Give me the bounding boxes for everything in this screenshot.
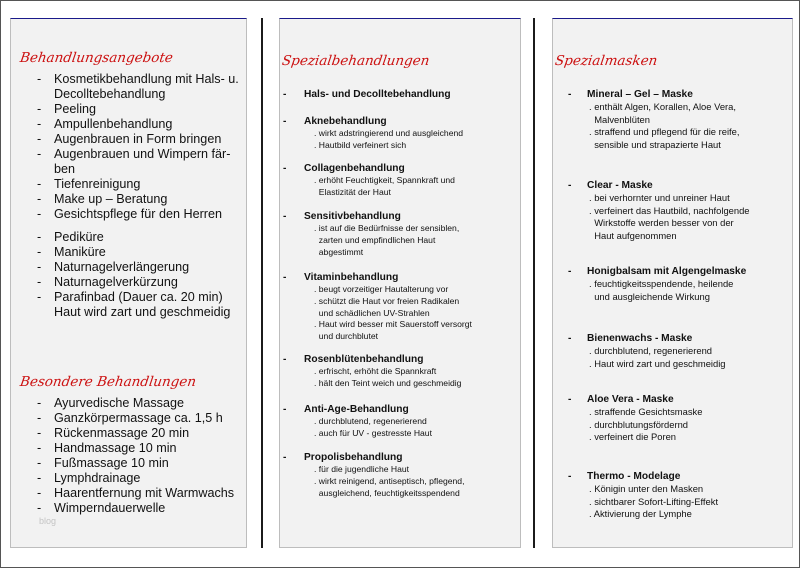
- treatment-description: . für die jugendliche Haut . wirkt reinigend, antiseptisch, pflegend, ausgleichend, feuchtigkeitsspendend: [314, 464, 465, 498]
- bullet-dash: -: [37, 275, 42, 289]
- list-item: [37, 426, 247, 441]
- treatment-title-text: Propolisbehandlung: [304, 452, 403, 463]
- treatment-title: [280, 115, 520, 128]
- treatment-description: . durchblutend, regenerierend . auch für UV - gestresste Haut: [314, 416, 432, 438]
- bullet-dash: -: [283, 211, 287, 222]
- column-divider-1: [261, 18, 263, 548]
- treatment-title-text: Collagenbehandlung: [304, 163, 405, 174]
- list-item: [37, 102, 247, 117]
- mask-title-text: Mineral – Gel – Maske: [587, 89, 693, 100]
- column-divider-2: [533, 18, 535, 548]
- mask-title-text: Thermo - Modelage: [587, 471, 681, 482]
- mask-description: . feuchtigkeitsspendende, heilende und ausgleichende Wirkung: [589, 278, 734, 302]
- treatment-title: [280, 451, 520, 464]
- list-item-text: Handmassage 10 min: [54, 441, 177, 455]
- list-item-text: Wimperndauerwelle: [54, 501, 166, 515]
- mask-section: [553, 88, 792, 151]
- mask-title-text: Aloe Vera - Maske: [587, 394, 674, 405]
- bullet-dash: -: [283, 354, 287, 365]
- treatment-section: [280, 88, 520, 101]
- list-item-text: Augenbrauen und Wimpern fär-: [54, 147, 231, 161]
- treatment-title: [280, 403, 520, 416]
- mask-title-text: Bienenwachs - Maske: [587, 333, 693, 344]
- mask-description: . Königin unter den Masken . sichtbarer Sofort-Lifting-Effekt . Aktivierung der Lymphe: [589, 483, 719, 519]
- treatment-title-text: Hals- und Decolltebehandlung: [304, 89, 451, 100]
- list-item: [37, 87, 247, 102]
- mask-description: . straffende Gesichtsmaske . durchblutungsfördernd . verfeinert die Poren: [589, 406, 703, 442]
- treatment-description: . beugt vorzeitiger Hautalterung vor . schützt die Haut vor freien Radikalen und schädlichen UV-Strahlen . Haut wird besser mit Sauerstoff versorgt und durchblutet: [314, 284, 472, 342]
- list-item: [37, 396, 247, 411]
- bullet-dash: -: [37, 72, 42, 86]
- treatment-section: [280, 403, 520, 440]
- treatment-title: [280, 162, 520, 175]
- mask-section: [553, 393, 792, 444]
- mask-section: [553, 332, 792, 370]
- list-item: [37, 290, 247, 305]
- list-item-text: Ganzkörpermassage ca. 1,5 h: [54, 411, 223, 425]
- list-item-text: Ampullenbehandlung: [54, 117, 173, 131]
- mask-title: [553, 179, 792, 192]
- list-item-text: Tiefenreinigung: [54, 177, 141, 191]
- list-item-text: Make up – Beratung: [54, 192, 168, 206]
- treatment-title-text: Aknebehandlung: [304, 116, 387, 127]
- list-item: [37, 192, 247, 207]
- bullet-dash: -: [283, 272, 287, 283]
- bullet-dash: -: [37, 207, 42, 221]
- heading-spezialmasken: Spezialmasken: [553, 53, 659, 69]
- bullet-dash: -: [283, 163, 287, 174]
- bullet-dash: -: [568, 180, 572, 191]
- treatment-title: [280, 88, 520, 101]
- list-item-text: Naturnagelverkürzung: [54, 275, 178, 289]
- column-treatments: [10, 18, 247, 548]
- mask-title: [553, 470, 792, 483]
- treatment-section: [280, 210, 520, 258]
- bullet-dash: -: [283, 404, 287, 415]
- treatment-section: [280, 353, 520, 390]
- bullet-dash: -: [37, 117, 42, 131]
- list-item-text: Lymphdrainage: [54, 471, 141, 485]
- treatment-title-text: Rosenblütenbehandlung: [304, 354, 424, 365]
- treatment-title-text: Vitaminbehandlung: [304, 272, 399, 283]
- heading-special-treatments: Besondere Behandlungen: [18, 374, 198, 390]
- list-item: [37, 486, 247, 501]
- mask-section: [553, 179, 792, 242]
- bullet-dash: -: [37, 132, 42, 146]
- list-item-text: Kosmetikbehandlung mit Hals- u.: [54, 72, 239, 86]
- list-item: [37, 305, 247, 320]
- list-item-text: Maniküre: [54, 245, 106, 259]
- list-item: [37, 260, 247, 275]
- treatment-section: [280, 162, 520, 199]
- list-item-text: Ayurvedische Massage: [54, 396, 184, 410]
- heading-treatment-offers: Behandlungsangebote: [18, 50, 174, 66]
- list-item-text: Peeling: [54, 102, 97, 116]
- list-item-text: Fußmassage 10 min: [54, 456, 169, 470]
- list-item-text: Parafinbad (Dauer ca. 20 min): [54, 290, 223, 304]
- list-item: [37, 501, 247, 516]
- mask-description: . durchblutend, regenerierend . Haut wird zart und geschmeidig: [589, 345, 726, 369]
- list-item: [37, 162, 247, 177]
- mask-title: [553, 393, 792, 406]
- treatment-list: [37, 72, 247, 320]
- column-special-masks: [552, 18, 793, 548]
- bullet-dash: -: [37, 230, 42, 244]
- mask-section: [553, 265, 792, 303]
- watermark-text: blog: [39, 516, 57, 526]
- bullet-dash: -: [37, 396, 42, 410]
- bullet-dash: -: [37, 501, 42, 515]
- bullet-dash: -: [568, 266, 572, 277]
- list-item: [37, 230, 247, 245]
- list-item: [37, 147, 247, 162]
- treatment-title: [280, 271, 520, 284]
- bullet-dash: -: [37, 411, 42, 425]
- bullet-dash: -: [283, 89, 287, 100]
- treatment-section: [280, 451, 520, 499]
- list-item: [37, 117, 247, 132]
- mask-section: [553, 470, 792, 521]
- mask-title-text: Clear - Maske: [587, 180, 653, 191]
- bullet-dash: -: [37, 441, 42, 455]
- bullet-dash: -: [568, 333, 572, 344]
- bullet-dash: -: [37, 426, 42, 440]
- mask-title: [553, 88, 792, 101]
- list-item: [37, 471, 247, 486]
- mask-title-text: Honigbalsam mit Algengelmaske: [587, 266, 747, 277]
- list-item: [37, 177, 247, 192]
- list-item: [37, 72, 247, 87]
- treatment-description: . ist auf die Bedürfnisse der sensiblen, zarten und empfindlichen Haut abgestimmt: [314, 223, 460, 257]
- bullet-dash: -: [568, 471, 572, 482]
- treatment-section: [280, 271, 520, 343]
- treatment-title-text: Sensitivbehandlung: [304, 211, 401, 222]
- bullet-dash: -: [37, 245, 42, 259]
- list-item-text: ben: [54, 162, 76, 176]
- bullet-dash: -: [37, 290, 42, 304]
- mask-title: [553, 265, 792, 278]
- list-item-text: Pediküre: [54, 230, 104, 244]
- bullet-dash: -: [37, 260, 42, 274]
- treatment-title: [280, 353, 520, 366]
- bullet-dash: -: [37, 147, 42, 161]
- list-item-text: Naturnagelverlängerung: [54, 260, 190, 274]
- list-item: [37, 441, 247, 456]
- bullet-dash: -: [283, 452, 287, 463]
- column-special-treatments: [279, 18, 521, 548]
- list-item-text: Augenbrauen in Form bringen: [54, 132, 222, 146]
- list-item-text: Haarentfernung mit Warmwachs: [54, 486, 235, 500]
- treatment-description: . wirkt adstringierend und ausgleichend . Hautbild verfeinert sich: [314, 128, 464, 150]
- bullet-dash: -: [568, 89, 572, 100]
- special-treatment-list: [37, 396, 247, 516]
- mask-description: . bei verhornter und unreiner Haut . verfeinert das Hautbild, nachfolgende Wirkstoffe werden besser von der Haut aufgenommen: [589, 192, 750, 241]
- bullet-dash: -: [37, 471, 42, 485]
- treatment-title: [280, 210, 520, 223]
- bullet-dash: -: [37, 102, 42, 116]
- treatment-description: . erfrischt, erhöht die Spannkraft . hält den Teint weich und geschmeidig: [314, 366, 462, 388]
- list-item-text: Rückenmassage 20 min: [54, 426, 190, 440]
- list-item-text: Decolltebehandlung: [54, 87, 166, 101]
- bullet-dash: -: [37, 486, 42, 500]
- list-item-text: Gesichtspflege für den Herren: [54, 207, 223, 221]
- mask-description: . enthält Algen, Korallen, Aloe Vera, Malvenblüten . straffend und pflegend für die reife, sensible und strapazierte Haut: [589, 101, 740, 150]
- heading-spezialbehandlungen: Spezialbehandlungen: [280, 53, 431, 69]
- list-item: [37, 456, 247, 471]
- bullet-dash: -: [37, 177, 42, 191]
- treatment-title-text: Anti-Age-Behandlung: [304, 404, 409, 415]
- list-item-text: Haut wird zart und geschmeidig: [54, 305, 231, 319]
- bullet-dash: -: [37, 192, 42, 206]
- list-item: [37, 245, 247, 260]
- mask-title: [553, 332, 792, 345]
- bullet-dash: -: [283, 116, 287, 127]
- list-item: [37, 275, 247, 290]
- list-item: [37, 411, 247, 426]
- bullet-dash: -: [37, 456, 42, 470]
- treatment-section: [280, 115, 520, 152]
- list-item: [37, 132, 247, 147]
- bullet-dash: -: [568, 394, 572, 405]
- treatment-description: . erhöht Feuchtigkeit, Spannkraft und Elastizität der Haut: [314, 175, 455, 197]
- list-item: [37, 207, 247, 222]
